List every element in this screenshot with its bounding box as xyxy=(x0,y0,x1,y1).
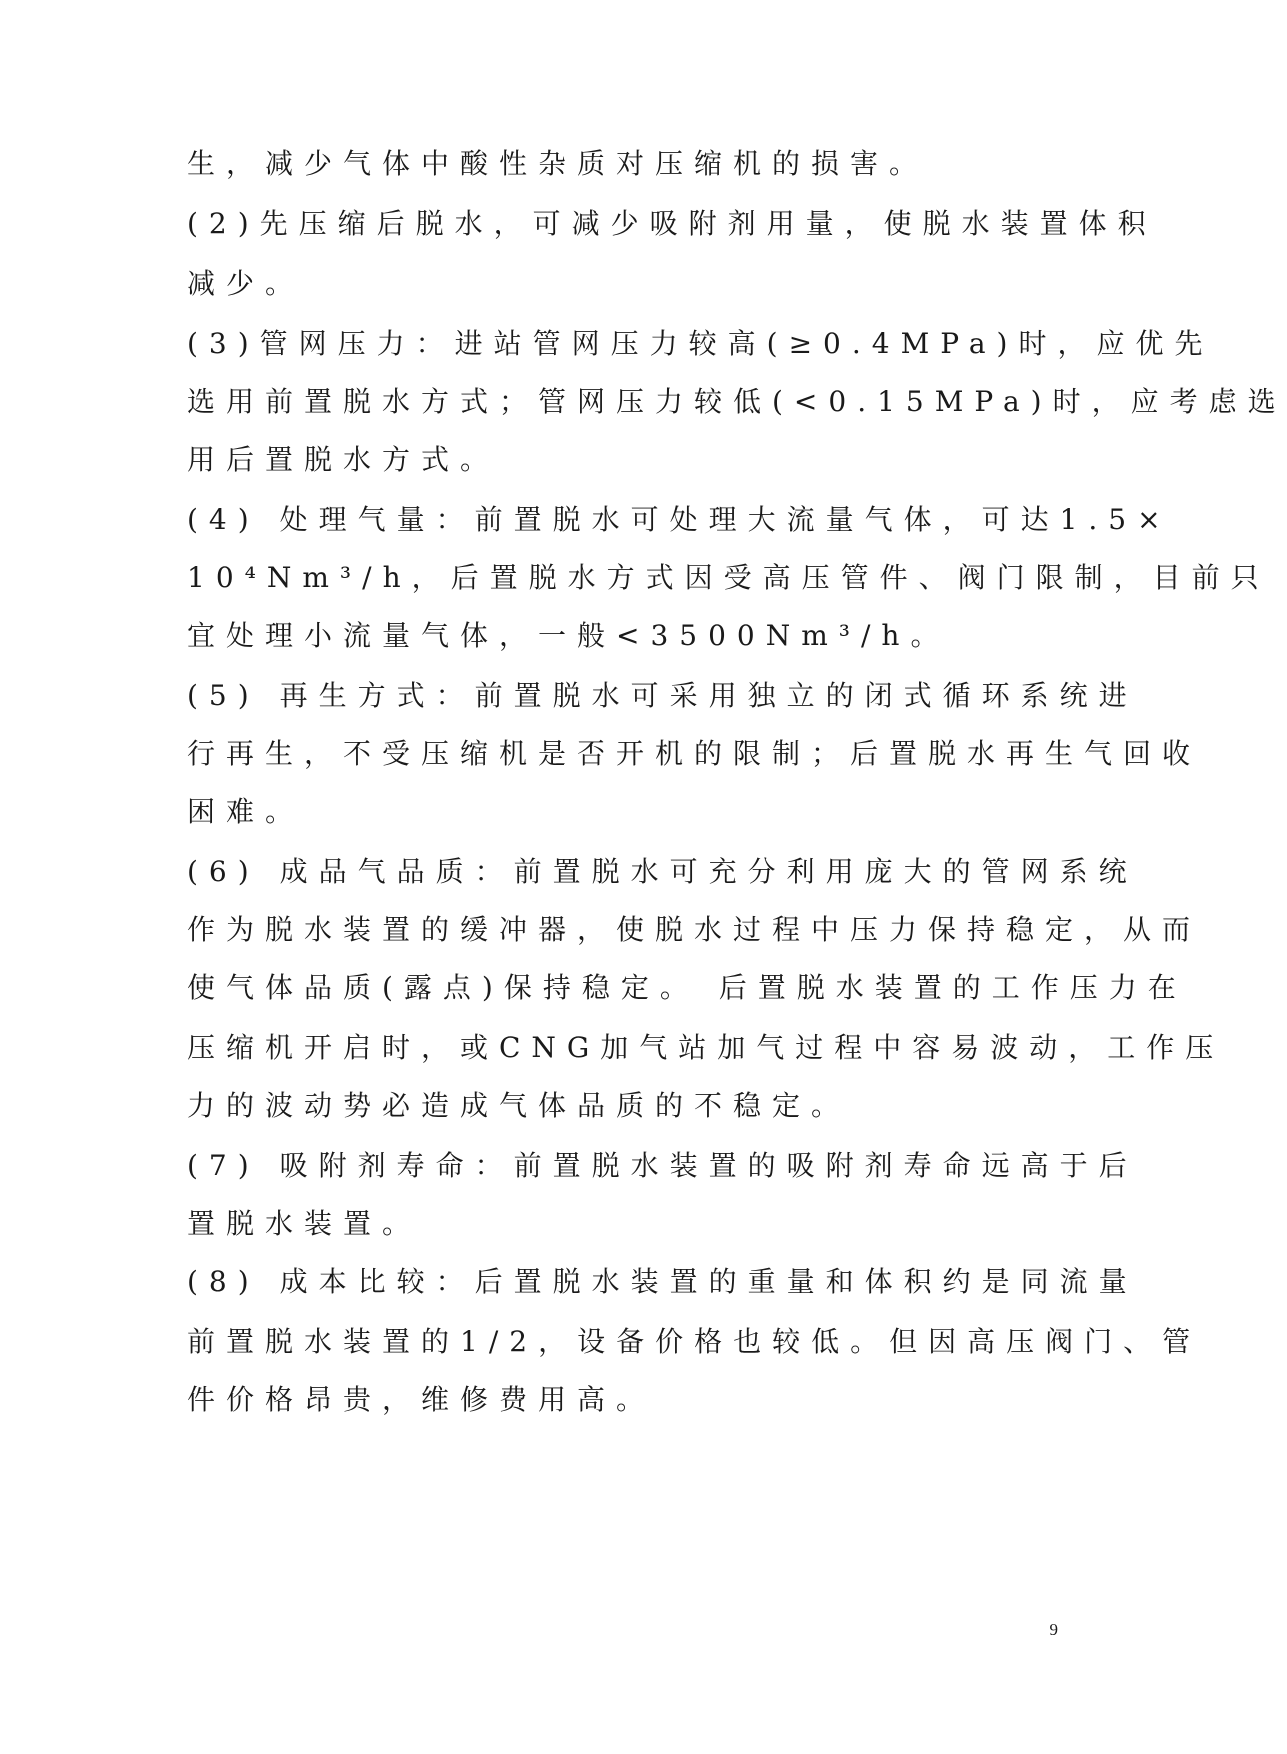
page-number: 9 xyxy=(1049,1620,1058,1639)
text-line: 使气体品质(露点)保持稳定。 后置脱水装置的工作压力在 xyxy=(187,971,1187,1004)
text-line: 前置脱水装置的1/2，设备价格也较低。但因高压阀门、管 xyxy=(187,1325,1202,1358)
text-line: 置脱水装置。 xyxy=(187,1207,422,1240)
text-line: 选用前置脱水方式；管网压力较低(<0.15MPa)时，应考虑选 xyxy=(187,385,1287,418)
text-line: 行再生，不受压缩机是否开机的限制；后置脱水再生气回收 xyxy=(187,737,1202,770)
text-line: 件价格昂贵，维修费用高。 xyxy=(187,1383,656,1416)
text-line: (3)管网压力：进站管网压力较高(≥0.4MPa)时，应优先 xyxy=(187,327,1214,360)
text-line: (2)先压缩后脱水，可减少吸附剂用量，使脱水装置体积 xyxy=(187,207,1157,240)
text-line: 10⁴Nm³/h，后置脱水方式因受高压管件、阀门限制，目前只 xyxy=(187,561,1270,594)
text-line: 作为脱水装置的缓冲器，使脱水过程中压力保持稳定，从而 xyxy=(187,913,1202,946)
text-line: 宜处理小流量气体，一般<3500Nm³/h。 xyxy=(187,619,950,652)
text-line: 力的波动势必造成气体品质的不稳定。 xyxy=(187,1089,851,1122)
text-line: 生，减少气体中酸性杂质对压缩机的损害。 xyxy=(187,147,929,180)
text-line: (4) 处理气量：前置脱水可处理大流量气体，可达1.5× xyxy=(187,503,1172,536)
text-line: 减少。 xyxy=(187,267,305,300)
text-line: (8) 成本比较：后置脱水装置的重量和体积约是同流量 xyxy=(187,1265,1138,1298)
text-line: (7) 吸附剂寿命：前置脱水装置的吸附剂寿命远高于后 xyxy=(187,1149,1138,1182)
text-line: 困难。 xyxy=(187,795,305,828)
text-line: (5) 再生方式：前置脱水可采用独立的闭式循环系统进 xyxy=(187,679,1138,712)
text-line: 压缩机开启时，或CNG加气站加气过程中容易波动，工作压 xyxy=(187,1031,1225,1064)
text-line: 用后置脱水方式。 xyxy=(187,443,500,476)
text-line: (6) 成品气品质：前置脱水可充分利用庞大的管网系统 xyxy=(187,855,1138,888)
